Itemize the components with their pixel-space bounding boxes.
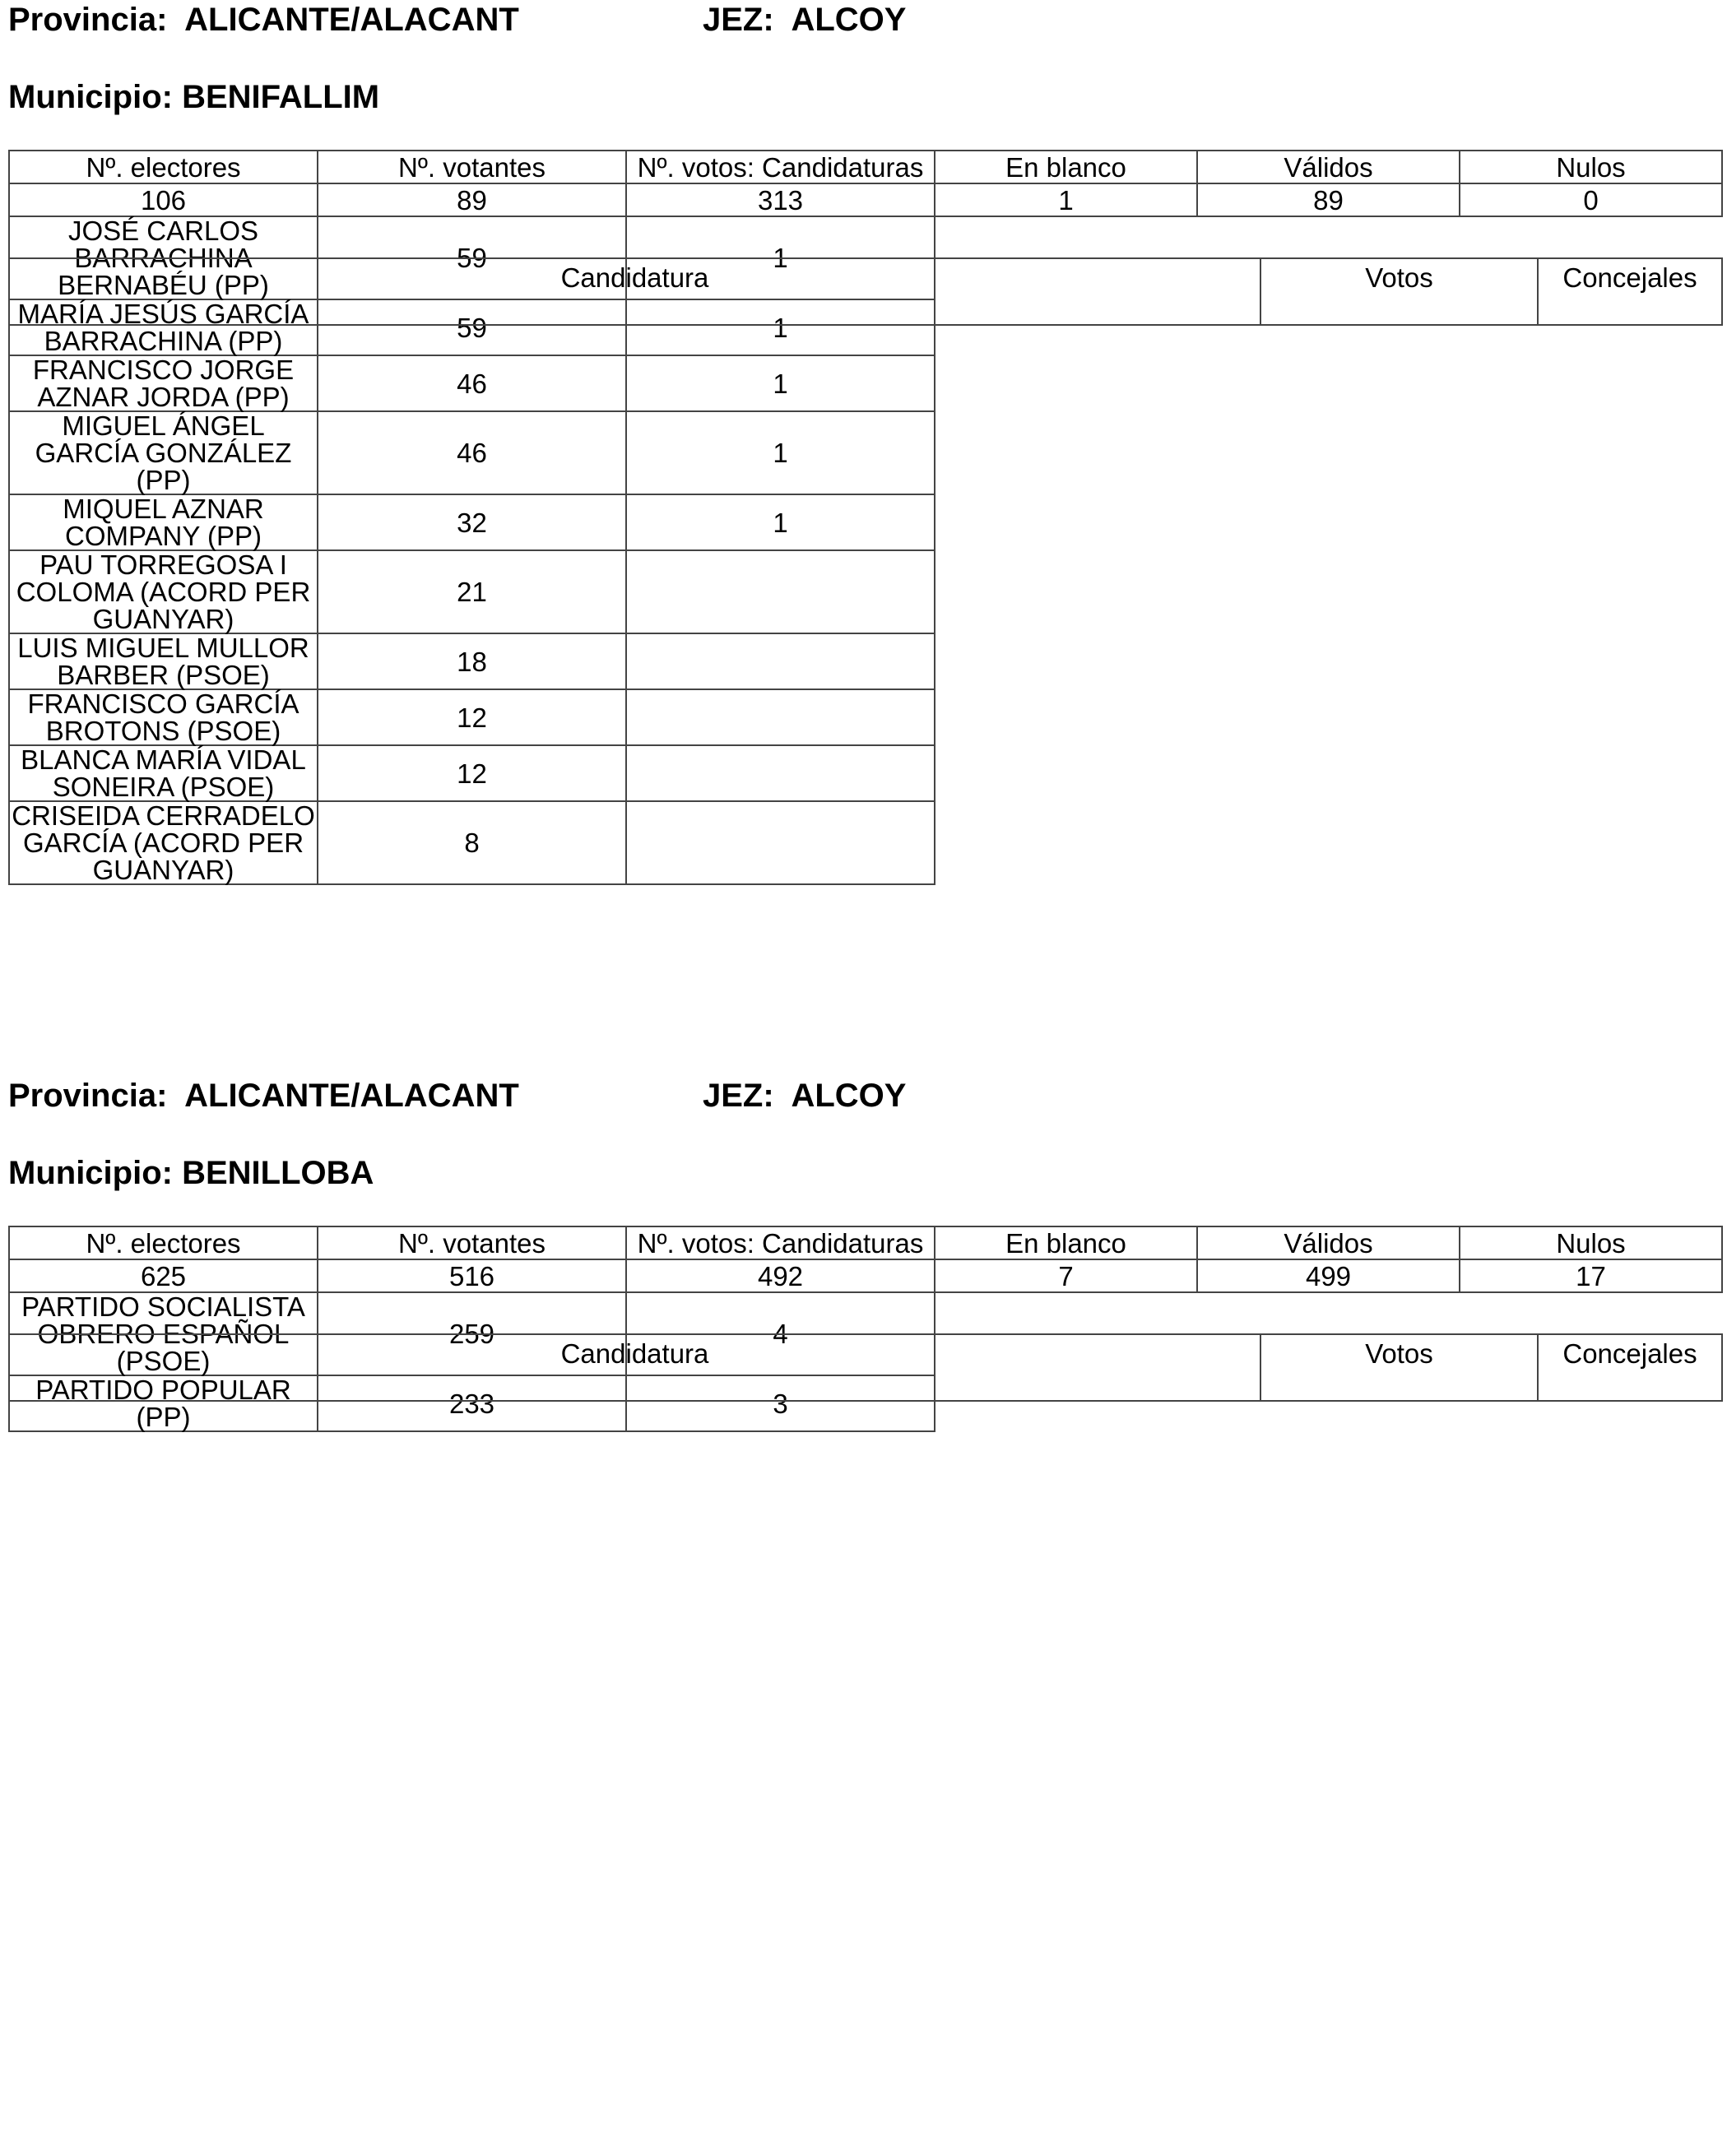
summary-header-row	[9, 1226, 1722, 1259]
candidates-header-row	[9, 1334, 1722, 1401]
candidate-name: MARÍA JESÚS GARCÍA BARRACHINA (PP)	[9, 299, 318, 355]
municipio-label: Municipio:	[8, 79, 173, 115]
summary-value-row	[9, 183, 1722, 216]
summary-value-electores: 625	[9, 1259, 318, 1292]
summary-value-validos: 499	[1197, 1259, 1460, 1292]
candidate-name: JOSÉ CARLOS BARRACHINA BERNABÉU (PP)	[9, 216, 318, 299]
candidate-concejales: 1	[626, 299, 935, 355]
summary-header-electores: Nº. electores	[9, 151, 318, 183]
candidate-row	[9, 689, 1722, 745]
candidatura-header: Candidatura	[9, 258, 1260, 325]
summary-header-nulos: Nulos	[1460, 151, 1722, 183]
candidate-concejales: 4	[626, 1292, 935, 1375]
summary-header-en-blanco: En blanco	[935, 1226, 1197, 1259]
summary-header-electores: Nº. electores	[9, 1226, 318, 1259]
candidate-row	[9, 801, 1722, 884]
candidate-concejales: 1	[626, 411, 935, 494]
jez-header	[703, 3, 906, 36]
candidate-row	[9, 633, 1722, 689]
concejales-header: Concejales	[1538, 1334, 1722, 1401]
votos-header: Votos	[1260, 258, 1538, 325]
provincia-value: ALICANTE/ALACANT	[184, 2, 519, 38]
candidate-name: FRANCISCO GARCÍA BROTONS (PSOE)	[9, 689, 318, 745]
summary-header-row	[9, 151, 1722, 183]
candidate-concejales	[626, 550, 935, 633]
summary-header-nulos: Nulos	[1460, 1226, 1722, 1259]
municipio-value: BENIFALLIM	[182, 79, 380, 115]
summary-value-votantes: 516	[318, 1259, 626, 1292]
summary-header-votantes: Nº. votantes	[318, 1226, 626, 1259]
candidate-row	[9, 494, 1722, 550]
candidates-header-row	[9, 258, 1722, 325]
summary-header-validos: Válidos	[1197, 1226, 1460, 1259]
candidate-votos: 21	[318, 550, 626, 633]
candidate-votos: 12	[318, 689, 626, 745]
candidate-concejales: 3	[626, 1375, 935, 1431]
summary-value-row	[9, 1259, 1722, 1292]
candidate-name: PAU TORREGOSA I COLOMA (ACORD PER GUANYAR)	[9, 550, 318, 633]
candidate-votos: 259	[318, 1292, 626, 1375]
candidate-concejales: 1	[626, 355, 935, 411]
candidate-row	[9, 355, 1722, 411]
provincia-header	[8, 1079, 519, 1112]
municipio-header	[8, 1157, 374, 1189]
jez-label: JEZ:	[703, 1078, 774, 1114]
summary-value-en-blanco: 7	[935, 1259, 1197, 1292]
candidate-votos: 18	[318, 633, 626, 689]
candidate-row	[9, 745, 1722, 801]
jez-value: ALCOY	[791, 2, 907, 38]
candidate-votos: 46	[318, 355, 626, 411]
candidate-name: FRANCISCO JORGE AZNAR JORDA (PP)	[9, 355, 318, 411]
municipio-header	[8, 81, 379, 114]
provincia-label: Provincia:	[8, 2, 168, 38]
jez-label: JEZ:	[703, 2, 774, 38]
summary-header-validos: Válidos	[1197, 151, 1460, 183]
summary-value-votos-candidaturas: 313	[626, 183, 935, 216]
candidate-name: MIGUEL ÁNGEL GARCÍA GONZÁLEZ (PP)	[9, 411, 318, 494]
candidate-concejales	[626, 745, 935, 801]
candidate-name: BLANCA MARÍA VIDAL SONEIRA (PSOE)	[9, 745, 318, 801]
provincia-label: Provincia:	[8, 1078, 168, 1114]
summary-header-votos-candidaturas: Nº. votos: Candidaturas	[626, 151, 935, 183]
candidate-votos: 12	[318, 745, 626, 801]
candidatura-header: Candidatura	[9, 1334, 1260, 1401]
candidate-votos: 32	[318, 494, 626, 550]
candidate-votos: 233	[318, 1375, 626, 1431]
candidate-row	[9, 550, 1722, 633]
candidate-row	[9, 411, 1722, 494]
municipio-value: BENILLOBA	[182, 1155, 374, 1191]
candidate-name: CRISEIDA CERRADELO GARCÍA (ACORD PER GUANYAR)	[9, 801, 318, 884]
summary-header-votantes: Nº. votantes	[318, 151, 626, 183]
candidate-name: MIQUEL AZNAR COMPANY (PP)	[9, 494, 318, 550]
candidate-name: PARTIDO POPULAR (PP)	[9, 1375, 318, 1431]
summary-value-votantes: 89	[318, 183, 626, 216]
summary-value-validos: 89	[1197, 183, 1460, 216]
concejales-header: Concejales	[1538, 258, 1722, 325]
provincia-header	[8, 3, 519, 36]
summary-value-votos-candidaturas: 492	[626, 1259, 935, 1292]
candidate-votos: 59	[318, 216, 626, 299]
candidate-concejales: 1	[626, 216, 935, 299]
summary-value-en-blanco: 1	[935, 183, 1197, 216]
votos-header: Votos	[1260, 1334, 1538, 1401]
candidates-table	[8, 1333, 1723, 1402]
summary-value-nulos: 0	[1460, 183, 1722, 216]
candidate-votos: 8	[318, 801, 626, 884]
candidate-name: PARTIDO SOCIALISTA OBRERO ESPAÑOL (PSOE)	[9, 1292, 318, 1375]
candidate-concejales: 1	[626, 494, 935, 550]
summary-header-en-blanco: En blanco	[935, 151, 1197, 183]
summary-value-electores: 106	[9, 183, 318, 216]
provincia-value: ALICANTE/ALACANT	[184, 1078, 519, 1114]
municipio-label: Municipio:	[8, 1155, 173, 1191]
candidates-table	[8, 257, 1723, 326]
candidate-concejales	[626, 633, 935, 689]
summary-header-votos-candidaturas: Nº. votos: Candidaturas	[626, 1226, 935, 1259]
candidate-votos: 59	[318, 299, 626, 355]
candidate-concejales	[626, 801, 935, 884]
candidate-concejales	[626, 689, 935, 745]
summary-value-nulos: 17	[1460, 1259, 1722, 1292]
candidate-name: LUIS MIGUEL MULLOR BARBER (PSOE)	[9, 633, 318, 689]
jez-header	[703, 1079, 906, 1112]
candidate-votos: 46	[318, 411, 626, 494]
jez-value: ALCOY	[791, 1078, 907, 1114]
